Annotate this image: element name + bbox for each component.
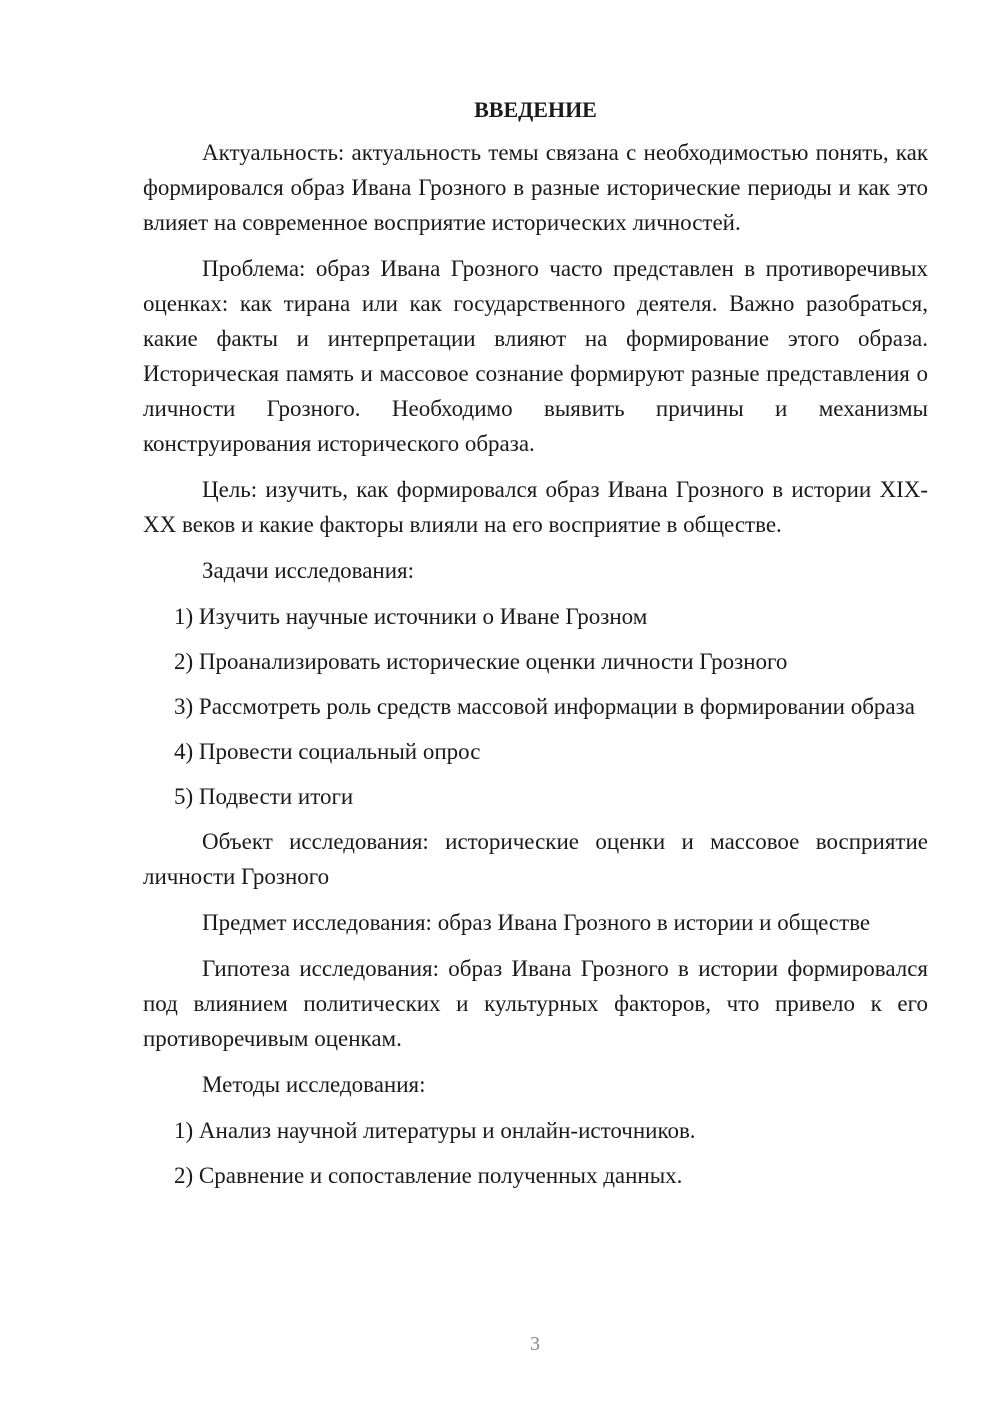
task-item-4: 4) Провести социальный опрос	[174, 739, 481, 764]
task-item-3: 3) Рассмотреть роль средств массовой информации в формировании образа	[174, 694, 915, 719]
task-item-2: 2) Проанализировать исторические оценки личности Грозного	[174, 649, 788, 674]
goal-paragraph: Цель: изучить, как формировался образ Ивана Грозного в истории XIX-XX веков и какие факторы влияли на его восприятие в обществе.	[143, 477, 928, 537]
problem-paragraph: Проблема: образ Ивана Грозного часто представлен в противоречивых оценках: как тирана или как государственного деятеля. Важно разобраться, какие факты и интерпретации влияют на формирование этого образа. Историческая память и массовое сознание формируют разные представления о личности Грозного. Необходимо выявить причины и механизмы конструирования исторического образа.	[143, 256, 928, 456]
section-title: ВВЕДЕНИЕ	[474, 97, 597, 122]
methods-heading: Методы исследования:	[202, 1072, 426, 1097]
hypothesis-paragraph: Гипотеза исследования: образ Ивана Грозного в истории формировался под влиянием политических и культурных факторов, что привело к его противоречивым оценкам.	[143, 956, 928, 1051]
page-number: 3	[530, 1333, 540, 1355]
tasks-heading: Задачи исследования:	[202, 558, 415, 583]
method-item-2: 2) Сравнение и сопоставление полученных данных.	[174, 1163, 683, 1188]
task-item-1: 1) Изучить научные источники о Иване Грозном	[174, 604, 648, 629]
method-item-1: 1) Анализ научной литературы и онлайн-источников.	[174, 1118, 696, 1143]
relevance-paragraph: Актуальность: актуальность темы связана с необходимостью понять, как формировался образ Ивана Грозного в разные исторические периоды и как это влияет на современное восприятие исторических личностей.	[143, 140, 928, 235]
page-content	[143, 95, 928, 1203]
subject-paragraph: Предмет исследования: образ Ивана Грозного в истории и обществе	[202, 910, 871, 935]
task-item-5: 5) Подвести итоги	[174, 784, 354, 809]
object-paragraph: Объект исследования: исторические оценки и массовое восприятие личности Грозного	[143, 829, 928, 889]
